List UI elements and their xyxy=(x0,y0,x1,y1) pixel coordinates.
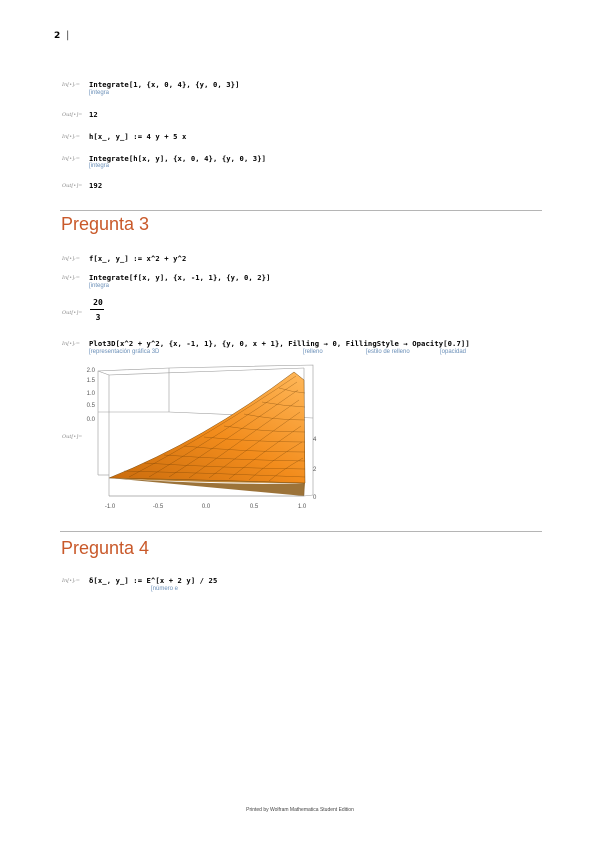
y-tick-label: 4 xyxy=(313,437,317,443)
y-tick-label: 2 xyxy=(313,467,317,473)
section-title-pregunta-3: Pregunta 3 xyxy=(61,214,150,234)
z-tick-label: 1.5 xyxy=(86,378,95,384)
input-label: In[•]:= xyxy=(62,134,80,140)
input-label: In[•]:= xyxy=(62,156,80,162)
fraction-bar xyxy=(90,309,104,310)
autocomplete-hint-integra[interactable]: [integra xyxy=(89,90,110,96)
section-title-pregunta-4: Pregunta 4 xyxy=(61,538,150,558)
input-cell-define-h[interactable]: h[x_, y_] := 4 y + 5 x xyxy=(89,132,187,141)
input-label: In[•]:= xyxy=(62,275,80,281)
x-tick-label: 0.0 xyxy=(201,504,211,510)
input-label: In[•]:= xyxy=(62,82,80,88)
autocomplete-hint-filling[interactable]: [relleno xyxy=(303,349,323,355)
autocomplete-hint-opacity[interactable]: [opacidad xyxy=(440,349,467,355)
input-cell-integrate-1[interactable]: Integrate[1, {x, 0, 4}, {y, 0, 3}] xyxy=(89,80,240,89)
section-divider xyxy=(60,210,542,211)
input-label: In[•]:= xyxy=(62,578,80,584)
output-label: Out[•]= xyxy=(62,434,83,440)
z-axis xyxy=(87,368,96,423)
page-header-bar: | xyxy=(66,30,70,41)
input-label: In[•]:= xyxy=(62,256,80,262)
autocomplete-hint-plot3d[interactable]: [representación gráfica 3D xyxy=(89,349,160,355)
output-label: Out[•]= xyxy=(62,112,83,118)
section-divider xyxy=(60,531,542,532)
input-cell-integrate-f[interactable]: Integrate[f[x, y], {x, -1, 1}, {y, 0, 2}] xyxy=(89,273,271,282)
fraction-numerator: 20 xyxy=(93,298,103,307)
output-cell-192: 192 xyxy=(89,181,103,190)
autocomplete-hint-integra[interactable]: [integra xyxy=(89,283,110,289)
input-cell-define-f[interactable]: f[x_, y_] := x^2 + y^2 xyxy=(89,254,187,263)
x-tick-label: -1.0 xyxy=(104,504,116,510)
y-tick-label: 0 xyxy=(313,495,317,501)
z-tick-label: 0.5 xyxy=(86,403,95,409)
output-cell-12: 12 xyxy=(89,110,98,119)
autocomplete-hint-numero-e[interactable]: [número e xyxy=(151,586,179,592)
z-tick-label: 2.0 xyxy=(86,368,95,374)
print-footer: Printed by Wolfram Mathematica Student Edition xyxy=(246,807,354,813)
x-tick-label: -0.5 xyxy=(152,504,164,510)
x-tick-label: 0.5 xyxy=(249,504,259,510)
output-label: Out[•]= xyxy=(62,183,83,189)
plot3d-graphic[interactable] xyxy=(84,360,324,516)
x-tick-label: 1.0 xyxy=(297,504,307,510)
autocomplete-hint-fillingstyle[interactable]: [estilo de relleno xyxy=(366,349,410,355)
z-tick-label: 1.0 xyxy=(86,391,95,397)
input-cell-integrate-h[interactable]: Integrate[h[x, y], {x, 0, 4}, {y, 0, 3}] xyxy=(89,154,267,163)
input-cell-plot3d[interactable]: Plot3D[x^2 + y^2, {x, -1, 1}, {y, 0, x + 1}, Filling → 0, FillingStyle → Opacity[0.7]] xyxy=(89,339,470,348)
output-label: Out[•]= xyxy=(62,310,83,316)
page-number: 2 xyxy=(54,31,61,41)
input-cell-define-delta[interactable]: δ[x_, y_] := E^[x + 2 y] / 25 xyxy=(89,576,218,585)
y-axis xyxy=(313,437,317,501)
z-tick-label: 0.0 xyxy=(86,417,95,423)
input-label: In[•]:= xyxy=(62,341,80,347)
fraction-denominator: 3 xyxy=(95,313,101,322)
autocomplete-hint-integra[interactable]: [integra xyxy=(89,163,110,169)
x-axis xyxy=(105,504,307,510)
